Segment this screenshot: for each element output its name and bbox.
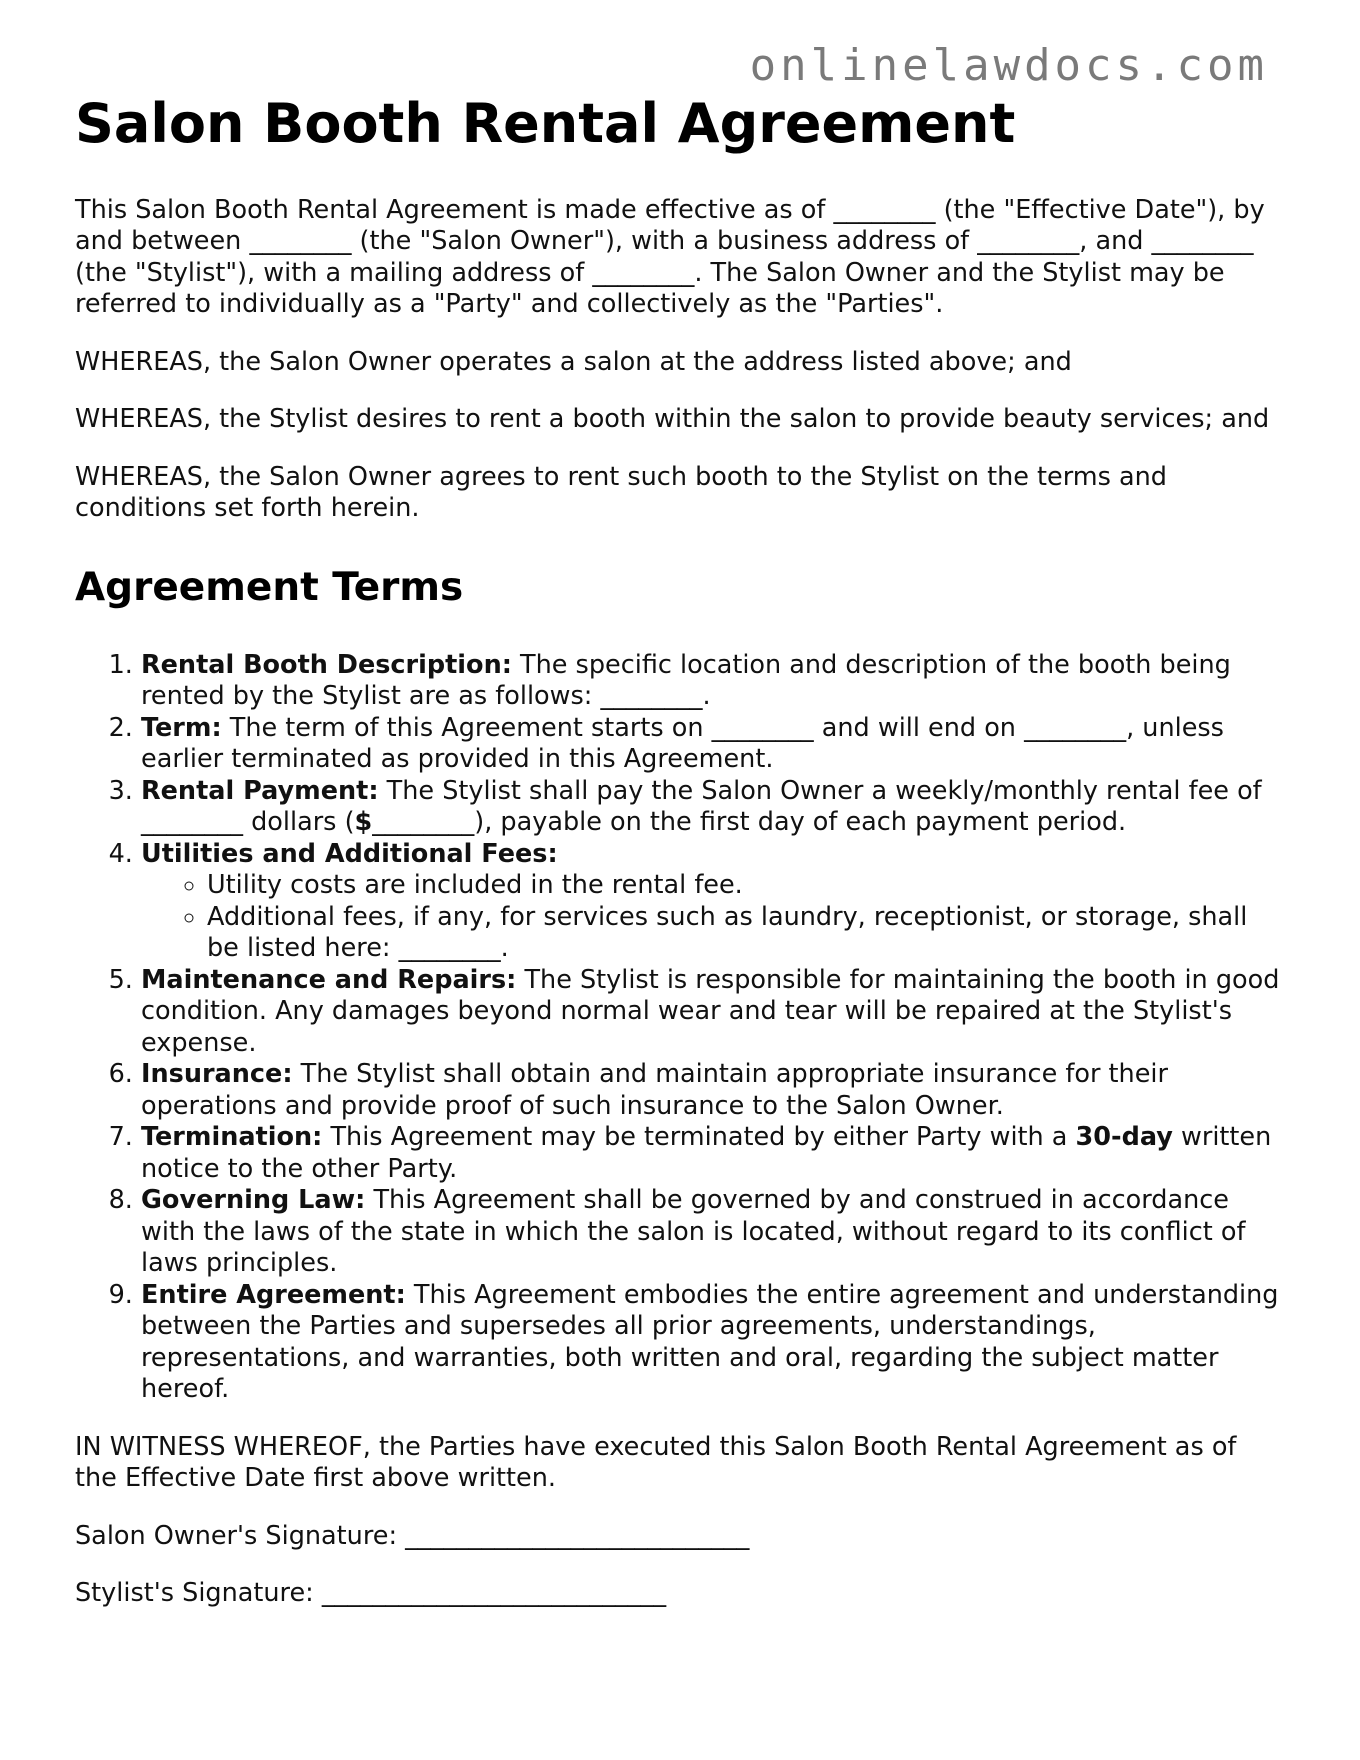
term-label: Rental Payment: bbox=[141, 775, 379, 806]
term-item-governing-law bbox=[141, 1185, 1285, 1280]
terms-list bbox=[75, 650, 1285, 1406]
term-text: This Agreement shall be governed by and construed in accordance with the laws of the state in which the salon is located, without regard to its conflict of laws principles. bbox=[141, 1185, 1246, 1279]
salon-owner-signature-line: Salon Owner's Signature: ___________________________ bbox=[75, 1520, 750, 1551]
term-text: The Stylist shall obtain and maintain appropriate insurance for their operations and provide proof of such insurance to the Salon Owner. bbox=[141, 1059, 1168, 1121]
term-item-termination bbox=[141, 1122, 1285, 1185]
term-item-rental-payment bbox=[141, 776, 1285, 839]
term-text: The term of this Agreement starts on ________ and will end on ________, unless earlier terminated as provided in this Agreement. bbox=[141, 712, 1224, 775]
sub-list-item: ◦ Utility costs are included in the rental fee. bbox=[207, 870, 1285, 902]
term-label: Utilities and Additional Fees: bbox=[141, 838, 558, 869]
sub-list-item: ◦ Additional fees, if any, for services such as laundry, receptionist, or storage, shall be listed here: ________. bbox=[207, 902, 1285, 965]
watermark-text: onlinelawdocs.com bbox=[749, 40, 1268, 91]
stylist-signature-line: Stylist's Signature: ___________________________ bbox=[75, 1578, 667, 1609]
term-label: Termination: bbox=[141, 1122, 323, 1153]
term-text: The specific location and description of the booth being rented by the Stylist are as follows: ________. bbox=[141, 649, 1231, 712]
term-text: ________), payable on the first day of each payment period. bbox=[372, 807, 1127, 838]
term-label: Term: bbox=[141, 712, 222, 743]
terms-heading: Agreement Terms bbox=[75, 564, 464, 610]
term-label: Maintenance and Repairs: bbox=[141, 964, 517, 995]
term-text: This Agreement embodies the entire agreement and understanding between the Parties and supersedes all prior agreements, understandings, representations, and warranties, both written and oral, regarding the subject matter hereof. bbox=[141, 1279, 1279, 1405]
term-item-term bbox=[141, 713, 1285, 776]
document-title: Salon Booth Rental Agreement bbox=[75, 92, 1016, 155]
witness-paragraph: IN WITNESS WHEREOF, the Parties have executed this Salon Booth Rental Agreement as of the Effective Date first above written. bbox=[75, 1431, 1237, 1494]
term-item-maintenance bbox=[141, 965, 1285, 1060]
whereas-clause-3: WHEREAS, the Salon Owner agrees to rent such booth to the Stylist on the terms and conditions set forth herein. bbox=[75, 461, 1167, 524]
term-item-entire-agreement bbox=[141, 1280, 1285, 1406]
utilities-sub-list bbox=[141, 870, 1285, 965]
term-bold-text: 30-day bbox=[1075, 1122, 1173, 1153]
term-bold-text: $ bbox=[354, 807, 373, 838]
term-text: The Stylist is responsible for maintaining the booth in good condition. Any damages beyond normal wear and tear will be repaired at the Stylist's expense. bbox=[141, 964, 1280, 1058]
intro-paragraph: This Salon Booth Rental Agreement is made effective as of ________ (the "Effective Date"), by and between ________ (the "Salon Owner"), with a business address of ________, and ________ (the "Stylist"), with a mailing address of ________. The Salon Owner and the Stylist may be referred to individually as a "Party" and collectively as the "Parties". bbox=[75, 194, 1265, 320]
term-label: Rental Booth Description: bbox=[141, 649, 512, 680]
term-label: Insurance: bbox=[141, 1059, 293, 1090]
term-item-rental-booth bbox=[141, 650, 1285, 713]
term-label: Governing Law: bbox=[141, 1185, 366, 1216]
whereas-clause-2: WHEREAS, the Stylist desires to rent a booth within the salon to provide beauty services; and bbox=[75, 404, 1270, 435]
term-item-insurance bbox=[141, 1059, 1285, 1122]
term-text: written notice to the other Party. bbox=[141, 1122, 1272, 1184]
document-page bbox=[75, 92, 1285, 1610]
term-item-utilities bbox=[141, 839, 1285, 965]
term-label: Entire Agreement: bbox=[141, 1279, 406, 1310]
term-text: This Agreement may be terminated by either Party with a bbox=[322, 1122, 1076, 1153]
term-text: The Stylist shall pay the Salon Owner a weekly/monthly rental fee of ________ dollars ( bbox=[141, 775, 1262, 838]
whereas-clause-1: WHEREAS, the Salon Owner operates a salon at the address listed above; and bbox=[75, 346, 1072, 377]
